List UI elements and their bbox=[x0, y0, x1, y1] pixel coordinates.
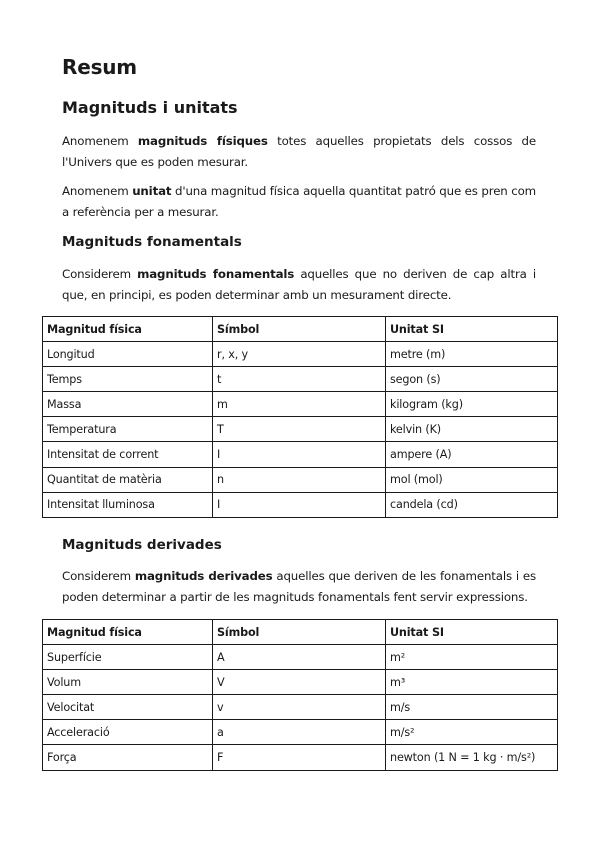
table-cell: I bbox=[213, 442, 386, 467]
derived-table bbox=[42, 619, 558, 771]
table-row bbox=[43, 367, 558, 392]
page-title: Resum bbox=[62, 55, 137, 79]
table-cell: kelvin (K) bbox=[386, 417, 558, 442]
table-row bbox=[43, 467, 558, 492]
table-cell: newton (1 N = 1 kg · m/s²) bbox=[386, 745, 558, 770]
table-row bbox=[43, 645, 558, 670]
table-row bbox=[43, 342, 558, 367]
table-cell: metre (m) bbox=[386, 342, 558, 367]
fundamental-title: Magnituds fonamentals bbox=[62, 234, 242, 250]
table-cell: m/s bbox=[386, 695, 558, 720]
table-cell: Superfície bbox=[43, 645, 213, 670]
table-cell: ampere (A) bbox=[386, 442, 558, 467]
table-cell: A bbox=[213, 645, 386, 670]
table-row bbox=[43, 417, 558, 442]
header-cell: Magnitud física bbox=[43, 620, 213, 645]
table-cell: Acceleració bbox=[43, 720, 213, 745]
table-row bbox=[43, 695, 558, 720]
table-cell: r, x, y bbox=[213, 342, 386, 367]
table-row bbox=[43, 442, 558, 467]
table-cell: Velocitat bbox=[43, 695, 213, 720]
table-cell: Volum bbox=[43, 670, 213, 695]
table-row bbox=[43, 670, 558, 695]
table-cell: Temps bbox=[43, 367, 213, 392]
header-cell: Símbol bbox=[213, 620, 386, 645]
section-title: Magnituds i unitats bbox=[62, 98, 238, 117]
table-cell: F bbox=[213, 745, 386, 770]
table-cell: Força bbox=[43, 745, 213, 770]
table-cell: Quantitat de matèria bbox=[43, 467, 213, 492]
fundamental-table bbox=[42, 316, 558, 518]
header-cell: Unitat SI bbox=[386, 317, 558, 342]
table-cell: Intensitat de corrent bbox=[43, 442, 213, 467]
table-cell: I bbox=[213, 492, 386, 517]
table-cell: m bbox=[213, 392, 386, 417]
table-cell: m/s² bbox=[386, 720, 558, 745]
table-cell: t bbox=[213, 367, 386, 392]
table-cell: m³ bbox=[386, 670, 558, 695]
table-cell: a bbox=[213, 720, 386, 745]
header-cell: Símbol bbox=[213, 317, 386, 342]
table-header-row bbox=[43, 620, 558, 645]
magnituds-definition: Anomenem magnituds físiques totes aquelles propietats dels cossos de l'Univers que es poden mesurar. bbox=[62, 134, 536, 169]
header-cell: Magnitud física bbox=[43, 317, 213, 342]
table-cell: Intensitat lluminosa bbox=[43, 492, 213, 517]
table-cell: candela (cd) bbox=[386, 492, 558, 517]
table-row bbox=[43, 392, 558, 417]
fundamental-definition: Considerem magnituds fonamentals aquelles que no deriven de cap altra i que, en principi, es poden determinar amb un mesurament directe. bbox=[62, 267, 536, 302]
table-cell: kilogram (kg) bbox=[386, 392, 558, 417]
derived-definition: Considerem magnituds derivades aquelles que deriven de les fonamentals i es poden determinar a partir de les magnituds fonamentals fent servir expressions. bbox=[62, 569, 536, 604]
table-header-row bbox=[43, 317, 558, 342]
table-cell: v bbox=[213, 695, 386, 720]
table-cell: V bbox=[213, 670, 386, 695]
table-row bbox=[43, 492, 558, 517]
table-row bbox=[43, 720, 558, 745]
table-cell: mol (mol) bbox=[386, 467, 558, 492]
derived-title: Magnituds derivades bbox=[62, 537, 222, 553]
table-cell: T bbox=[213, 417, 386, 442]
table-cell: Temperatura bbox=[43, 417, 213, 442]
table-cell: m² bbox=[386, 645, 558, 670]
table-cell: segon (s) bbox=[386, 367, 558, 392]
table-cell: Longitud bbox=[43, 342, 213, 367]
table-row bbox=[43, 745, 558, 770]
table-cell: Massa bbox=[43, 392, 213, 417]
table-cell: n bbox=[213, 467, 386, 492]
header-cell: Unitat SI bbox=[386, 620, 558, 645]
unitat-definition: Anomenem unitat d'una magnitud física aquella quantitat patró que es pren com a referència per a mesurar. bbox=[62, 184, 537, 219]
